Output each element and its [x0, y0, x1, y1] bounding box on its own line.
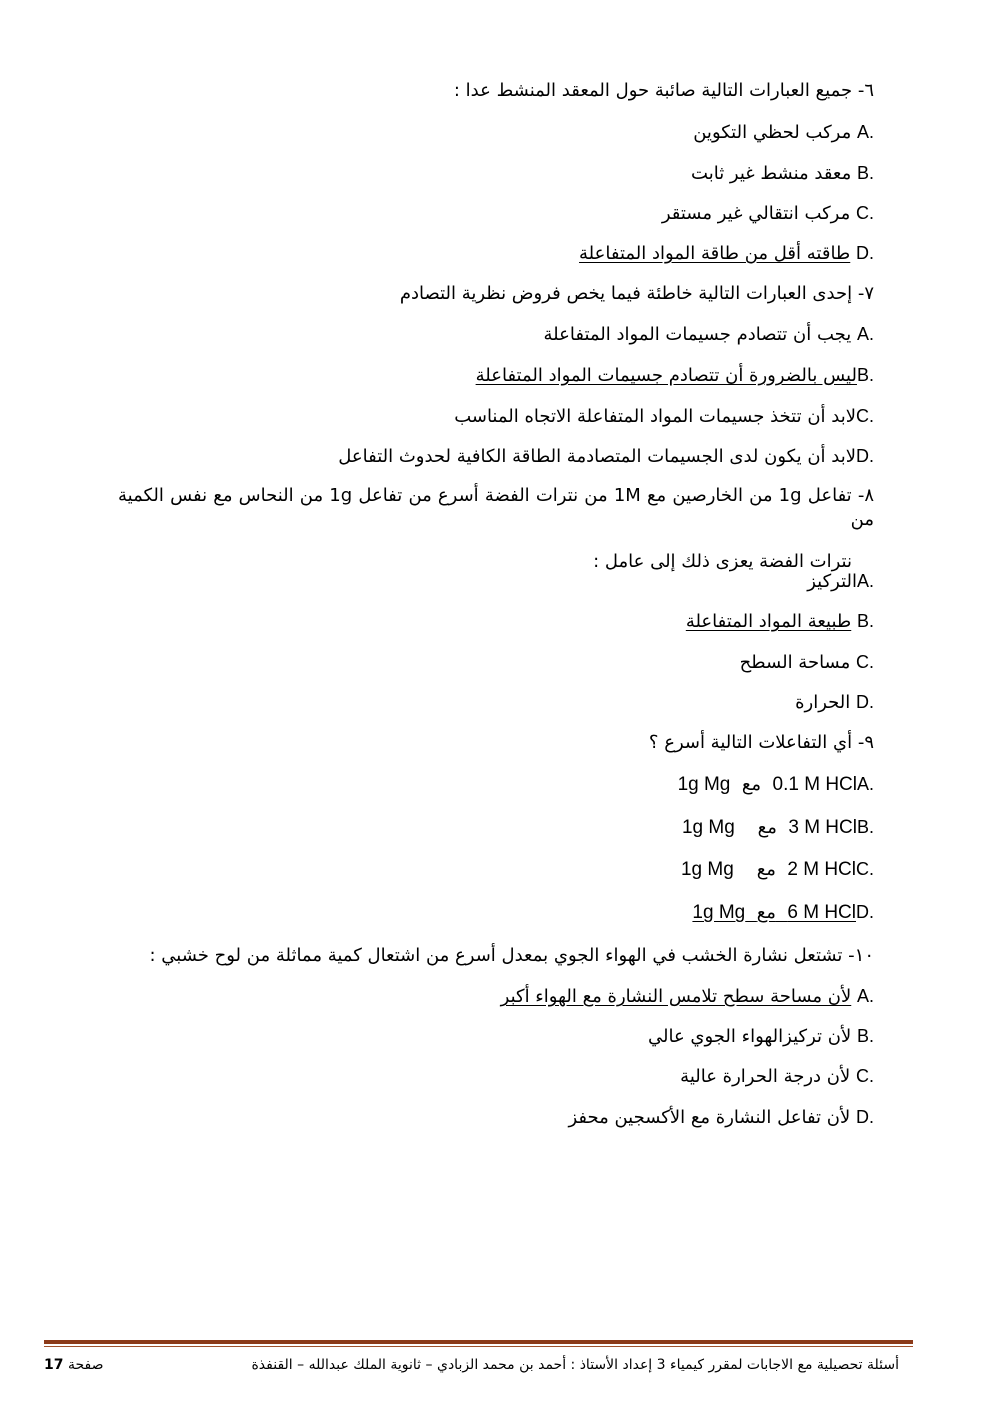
question-6-option-d[interactable]: طاقته أقل من طاقة المواد المتفاعلة D. [579, 243, 874, 264]
footer-credit: أسئلة تحصيلية مع الاجابات لمقرر كيمياء 3 إعداد الأستاذ : أحمد بن محمد الزبادي – ثانوية الملك عبدالله – القنفذة [251, 1357, 899, 1373]
question-6-stem: ٦- جميع العبارات التالية صائبة حول المعقد المنشط عدا : [453, 80, 874, 101]
question-8-option-d[interactable]: الحرارة D. [795, 692, 874, 713]
question-9-option-b[interactable]: 1g Mg مع 3 M HClB. [681, 817, 874, 838]
question-10-option-c[interactable]: لأن درجة الحرارة عالية C. [680, 1066, 874, 1087]
question-10-option-b[interactable]: لأن تركيزالهواء الجوي عالي B. [647, 1026, 874, 1047]
page-number: صفحة 17 [44, 1357, 104, 1373]
question-7-option-d[interactable]: لابد أن يكون لدى الجسيمات المتصادمة الطاقة الكافية لحدوث التفاعلD. [338, 446, 874, 467]
question-8-option-c[interactable]: مساحة السطح C. [739, 652, 874, 673]
question-8-stem-line-2: نترات الفضة يعزى ذلك إلى عامل : [593, 551, 852, 572]
question-10-option-a[interactable]: لأن مساحة سطح تلامس النشارة مع الهواء أكبر A. [500, 986, 874, 1007]
question-7-stem: ٧- إحدى العبارات التالية خاطئة فيما يخص فروض نظرية التصادم [399, 283, 874, 304]
page-footer [44, 1354, 913, 1376]
question-8-option-b[interactable]: طبيعة المواد المتفاعلة B. [685, 611, 874, 632]
question-10-stem: ١٠- تشتعل نشارة الخشب في الهواء الجوي بمعدل أسرع من اشتعال كمية مماثلة من لوح خشبي : [149, 945, 874, 966]
question-9-option-a[interactable]: 1g Mg مع 0.1 M HClA. [677, 774, 874, 795]
question-8-option-a[interactable]: التركيزA. [807, 571, 874, 592]
question-7-option-b[interactable]: ليس بالضرورة أن تتصادم جسيمات المواد المتفاعلةB. [475, 365, 874, 386]
footer-rule-thin [44, 1346, 913, 1347]
question-6-option-b[interactable]: معقد منشط غير ثابت B. [691, 163, 874, 184]
question-6-option-c[interactable]: مركب انتقالي غير مستقر C. [661, 203, 874, 224]
question-7-option-c[interactable]: لابد أن تتخذ جسيمات المواد المتفاعلة الاتجاه المناسبC. [454, 406, 874, 427]
question-8-stem-line-1: ٨- تفاعل 1g من الخارصين مع 1M من نترات الفضة أسرع من تفاعل 1g من النحاس مع نفس الكمية من [118, 485, 874, 530]
question-9-option-c[interactable]: 1g Mg مع 2 M HClC. [680, 859, 874, 880]
question-10-option-d[interactable]: لأن تفاعل النشارة مع الأكسجين محفز D. [568, 1107, 874, 1128]
question-6-option-a[interactable]: مركب لحظي التكوين A. [693, 122, 874, 143]
question-8-stem [118, 484, 874, 574]
question-9-option-d[interactable]: 1g Mg مع 6 M HClD. [692, 902, 874, 923]
question-9-stem: ٩- أي التفاعلات التالية أسرع ؟ [648, 732, 874, 753]
question-7-option-a[interactable]: يجب أن تتصادم جسيمات المواد المتفاعلة A. [543, 324, 874, 345]
footer-rule [44, 1340, 913, 1344]
